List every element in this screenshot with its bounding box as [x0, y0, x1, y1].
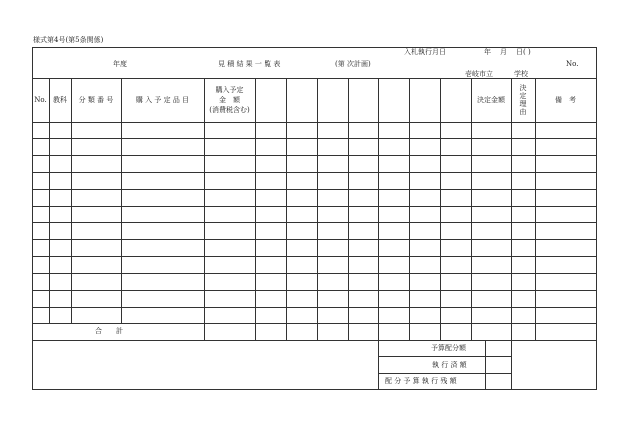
remaining-budget-label: 配 分 予 算 執 行 残 額	[385, 377, 457, 385]
plan-label: (第 次計画)	[335, 60, 371, 68]
column-header-item-name: 購 入 予 定 品 目	[135, 96, 190, 104]
column-header-subject: 教科	[53, 96, 67, 104]
column-header-planned-amount-1: 購入予定	[215, 86, 244, 94]
year-label: 年	[484, 48, 491, 56]
allocated-budget-label: 予算配分額	[431, 344, 466, 352]
column-header-category-no: 分 類 番 号	[78, 96, 114, 104]
column-header-planned-amount-3: (消費税含む)	[209, 106, 250, 114]
total-label: 合 計	[95, 327, 123, 335]
number-label: No.	[566, 60, 579, 68]
bid-date-label: 入札執行月日	[404, 48, 446, 56]
fiscal-year-label: 年度	[113, 60, 127, 68]
column-header-remarks: 備 考	[555, 96, 576, 104]
column-header-decided-amount: 決定金額	[477, 96, 505, 104]
school-label: 学校	[514, 70, 528, 78]
day-label: 日( )	[516, 48, 531, 56]
column-header-no: No.	[34, 96, 47, 104]
executed-amount-label: 執 行 済 額	[432, 361, 467, 369]
month-label: 月	[500, 48, 507, 56]
form-caption: 様式第4号(第5条関係)	[33, 36, 104, 44]
document-title: 見 積 結 果 一 覧 表	[218, 60, 281, 68]
column-header-planned-amount-2: 金 額	[219, 96, 240, 104]
city-label: 壱岐市立	[465, 70, 493, 78]
column-header-reason: 決定理由	[519, 84, 527, 116]
